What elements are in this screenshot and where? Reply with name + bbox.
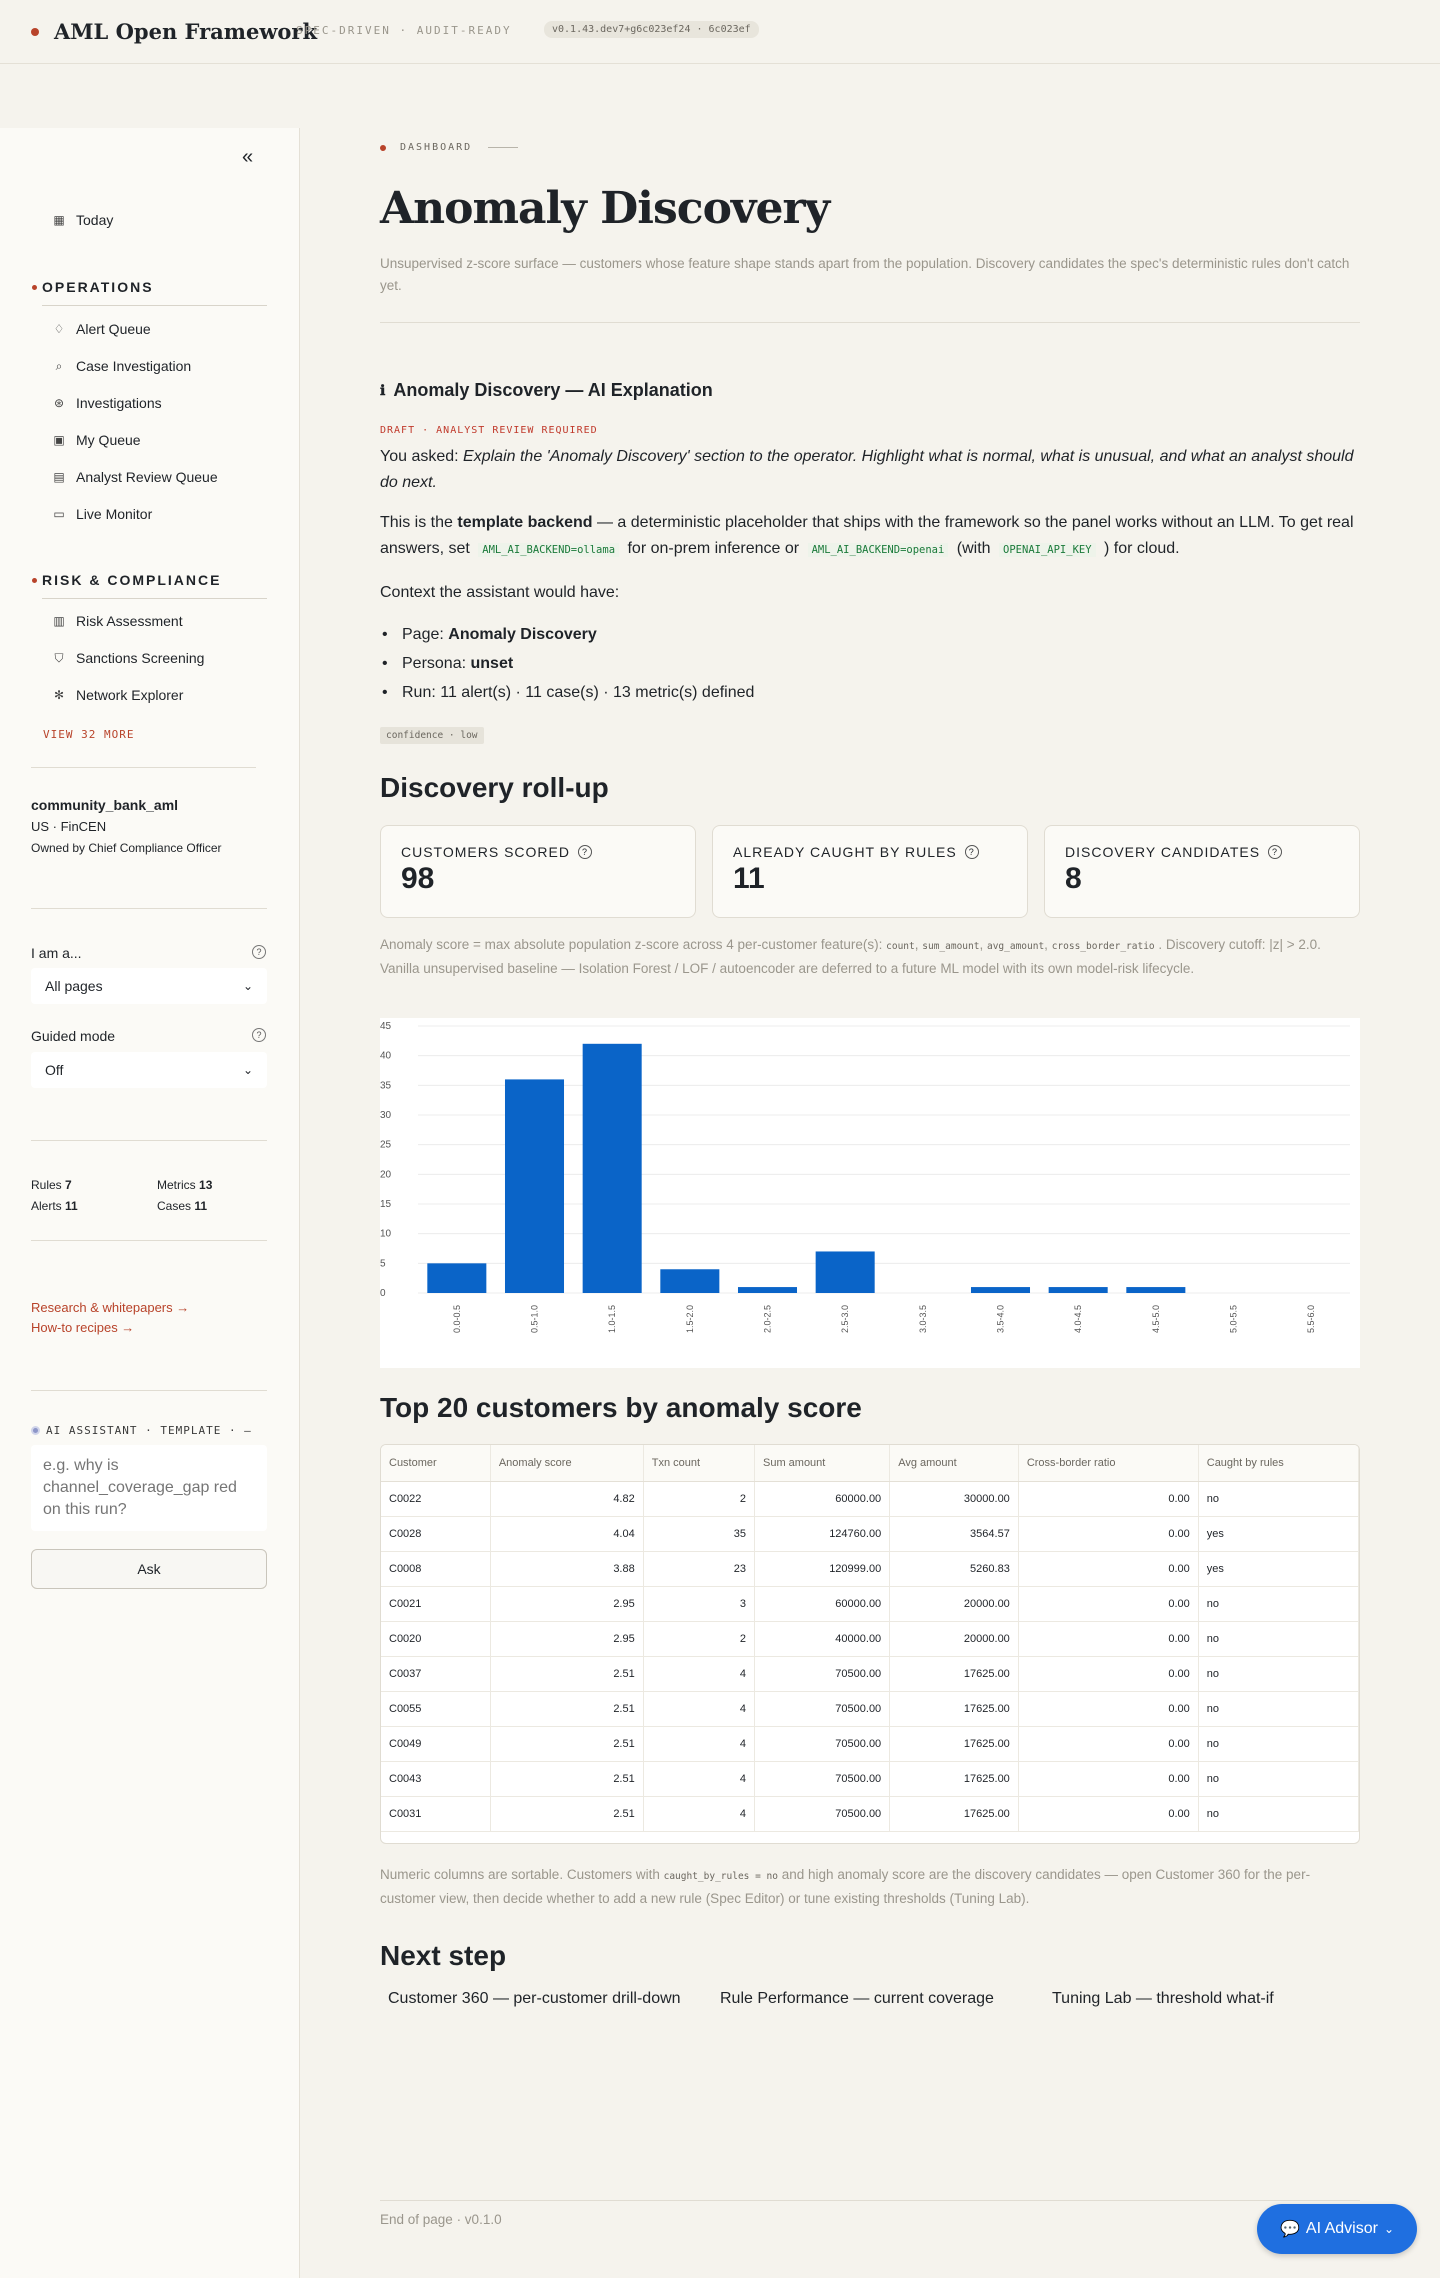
column-header[interactable]: Avg amount — [890, 1445, 1019, 1481]
table-cell: 4 — [643, 1796, 754, 1831]
inbox-icon: ▤ — [53, 470, 65, 484]
stat-alerts — [31, 1199, 78, 1213]
brand-title[interactable]: AML Open Framework — [54, 19, 318, 44]
list-item — [380, 649, 1280, 678]
persona-select[interactable] — [31, 968, 267, 1004]
code-snippet: AML_AI_BACKEND=ollama — [478, 543, 619, 557]
text-bold: unset — [470, 655, 514, 672]
section-operations: OPERATIONS — [42, 279, 154, 295]
table-cell: 0.00 — [1018, 1761, 1198, 1796]
table-cell: 35 — [643, 1516, 754, 1551]
asked-prefix: You asked: — [380, 448, 459, 465]
sidebar-item-label: Case Investigation — [76, 358, 192, 374]
divider — [31, 1240, 267, 1241]
y-tick-label: 25 — [380, 1139, 392, 1151]
table-row[interactable] — [381, 1656, 1359, 1691]
code-snippet: cross_border_ratio — [1051, 941, 1155, 952]
sidebar-item-today[interactable] — [52, 212, 113, 228]
sidebar-item-analyst-review-queue[interactable] — [52, 469, 218, 485]
kpi-customers-scored — [380, 825, 696, 918]
guided-mode-label: Guided mode — [31, 1028, 116, 1044]
view-more-link[interactable]: VIEW 32 MORE — [43, 728, 135, 741]
table-cell: 0.00 — [1018, 1621, 1198, 1656]
table-cell: 3.88 — [490, 1551, 643, 1586]
table-cell: 17625.00 — [890, 1656, 1019, 1691]
top-bar — [0, 0, 1440, 64]
table-row[interactable] — [381, 1551, 1359, 1586]
table-cell: 2.95 — [490, 1621, 643, 1656]
x-tick-label: 1.5-2.0 — [684, 1305, 695, 1334]
table-cell: 0.00 — [1018, 1586, 1198, 1621]
table-cell: 4 — [643, 1761, 754, 1796]
sidebar-item-label: Network Explorer — [76, 687, 184, 703]
ai-assistant-label-text: AI ASSISTANT · TEMPLATE · — — [46, 1424, 252, 1437]
histogram-bar[interactable] — [816, 1251, 875, 1293]
chevron-down-icon: ⌄ — [242, 1063, 253, 1077]
table-cell: 2.51 — [490, 1761, 643, 1796]
page-subtitle: Unsupervised z-score surface — customers whose feature shape stands apart from the population. Discovery candidates the spec's deterministic rules don't catch yet. — [380, 256, 1350, 293]
table-cell: 2 — [643, 1481, 754, 1516]
brand-dot — [31, 28, 39, 36]
kpi-value: 8 — [1065, 862, 1082, 895]
chevron-down-icon: ⌄ — [242, 979, 253, 993]
map-icon: ▥ — [53, 614, 65, 628]
table-cell: 4.04 — [490, 1516, 643, 1551]
table-note — [380, 1864, 1360, 1910]
ai-advisor-label: AI Advisor — [1305, 2220, 1378, 2237]
table-cell: yes — [1198, 1551, 1358, 1586]
text: for on-prem inference or — [627, 540, 800, 557]
tagline: SPEC-DRIVEN · AUDIT-READY — [296, 24, 512, 37]
ai-question — [380, 444, 1360, 496]
table-cell: 0.00 — [1018, 1796, 1198, 1831]
breadcrumb-label: DASHBOARD — [400, 142, 473, 153]
chat-icon: 💬 — [1279, 2221, 1300, 2238]
table-cell: 2.95 — [490, 1586, 643, 1621]
draft-badge: DRAFT · ANALYST REVIEW REQUIRED — [380, 425, 598, 436]
table-cell: C0020 — [381, 1621, 490, 1656]
network-icon: ✻ — [53, 688, 65, 702]
text: Page: — [402, 626, 444, 643]
code-snippet: caught_by_rules = no — [663, 1871, 778, 1882]
table-cell: no — [1198, 1481, 1358, 1516]
table-cell: 17625.00 — [890, 1796, 1019, 1831]
table-cell: C0028 — [381, 1516, 490, 1551]
code-snippet: OPENAI_API_KEY — [999, 543, 1096, 557]
x-tick-label: 0.5-1.0 — [529, 1305, 540, 1334]
list-item: • Run: 11 alert(s) · 11 case(s) · 13 metric(s) defined — [380, 678, 1280, 707]
sidebar-item-sanctions-screening[interactable] — [52, 650, 204, 666]
persona-select-value: All pages — [45, 978, 103, 994]
table-cell: C0043 — [381, 1761, 490, 1796]
program-jurisdiction: US · FinCEN — [31, 819, 107, 834]
compass-icon: ⊛ — [53, 396, 65, 410]
ai-explanation-title-text: Anomaly Discovery — AI Explanation — [393, 380, 713, 400]
footer: End of page · v0.1.0 — [380, 2212, 502, 2227]
code-snippet: avg_amount — [986, 941, 1045, 952]
ai-question-input[interactable] — [31, 1445, 267, 1531]
table-cell: 70500.00 — [754, 1796, 889, 1831]
table-row[interactable] — [381, 1516, 1359, 1551]
table-cell: no — [1198, 1691, 1358, 1726]
table-title: Top 20 customers by anomaly score — [380, 1392, 862, 1423]
column-header[interactable]: Cross-border ratio — [1018, 1445, 1198, 1481]
status-dot — [31, 1426, 40, 1435]
column-header[interactable]: Sum amount — [754, 1445, 889, 1481]
kpi-value: 98 — [401, 862, 435, 895]
text: — a deterministic placeholder that ships with the framework so the panel works without an LLM. To get real answers, set — [380, 514, 1354, 557]
table-cell: no — [1198, 1656, 1358, 1691]
table-cell: C0021 — [381, 1586, 490, 1621]
kpi-discovery-candidates — [1044, 825, 1360, 918]
table-cell: no — [1198, 1796, 1358, 1831]
histogram-bar[interactable] — [1126, 1287, 1185, 1293]
chevron-down-icon: ⌄ — [1383, 2222, 1394, 2236]
histogram-bar[interactable] — [971, 1287, 1030, 1293]
sidebar-item-label: Investigations — [76, 395, 162, 411]
kpi-label: ALREADY CAUGHT BY RULES — [733, 844, 957, 860]
divider — [31, 1390, 267, 1391]
column-header[interactable]: Caught by rules — [1198, 1445, 1358, 1481]
table-cell: C0031 — [381, 1796, 490, 1831]
stat-label: Alerts — [31, 1199, 62, 1213]
table-cell: 3564.57 — [890, 1516, 1019, 1551]
divider — [31, 908, 267, 909]
context-list — [380, 620, 1280, 707]
ask-button[interactable]: Ask — [31, 1549, 267, 1589]
rollup-title: Discovery roll-up — [380, 772, 609, 803]
stat-cases — [157, 1199, 207, 1213]
help-icon[interactable]: ? — [965, 845, 979, 859]
column-header[interactable]: Txn count — [643, 1445, 754, 1481]
x-tick-label: 2.5-3.0 — [840, 1305, 851, 1334]
code-snippet: sum_amount — [922, 941, 980, 952]
sidebar-item-label: Analyst Review Queue — [76, 469, 218, 485]
stat-value: 11 — [65, 1199, 78, 1213]
table-cell: 60000.00 — [754, 1586, 889, 1621]
x-tick-label: 2.0-2.5 — [762, 1305, 773, 1334]
table-cell: 0.00 — [1018, 1691, 1198, 1726]
x-tick-label: 4.0-4.5 — [1073, 1305, 1084, 1334]
table-row[interactable] — [381, 1586, 1359, 1621]
stat-label: Cases — [157, 1199, 192, 1213]
stat-value: 11 — [194, 1199, 208, 1213]
sidebar-item-my-queue[interactable] — [52, 432, 141, 448]
x-tick-label: 5.5-6.0 — [1306, 1305, 1317, 1334]
sidebar-item-network-explorer[interactable] — [52, 687, 183, 703]
text: Numeric columns are sortable. Customers with — [380, 1867, 660, 1882]
help-icon[interactable]: ? — [578, 845, 592, 859]
table-cell: 70500.00 — [754, 1761, 889, 1796]
text: . Discovery cutoff: |z| > 2.0. Vanilla unsupervised baseline — Isolation Forest / LOF / autoencoder are deferred to a future ML model with its own model-risk lifecycle. — [380, 937, 1321, 976]
x-tick-label: 0.0-0.5 — [451, 1305, 462, 1334]
code-snippet: AML_AI_BACKEND=openai — [808, 543, 949, 557]
histogram-bar[interactable] — [583, 1044, 642, 1293]
table-cell: C0008 — [381, 1551, 490, 1586]
page-title: Anomaly Discovery — [380, 183, 830, 234]
shield-icon: ⛉ — [54, 650, 64, 665]
table-cell: 2.51 — [490, 1656, 643, 1691]
score-note: Anomaly score = max absolute population z-score across 4 per-customer feature(s): count, sum_amount, avg_amount, cross_border_ratio . Discovery cutoff: |z| > 2.0. Vanilla unsupervised baseline — Isolation Forest / LOF / autoencoder are deferred to a future ML model with its own model-risk lifecycle. — [380, 937, 1321, 976]
asked-text: Explain the 'Anomaly Discovery' section to the operator. Highlight what is normal, what is unusual, and what an analyst should do next. — [380, 448, 1354, 491]
text: This is the — [380, 514, 453, 531]
sidebar-item-label: Live Monitor — [76, 506, 153, 522]
customer-360-link[interactable]: Customer 360 — per-customer drill-down — [388, 1990, 681, 2007]
table-cell: 0.00 — [1018, 1551, 1198, 1586]
kpi-caught-by-rules — [712, 825, 1028, 918]
confidence-badge: confidence · low — [380, 727, 484, 744]
y-tick-label: 30 — [380, 1110, 392, 1121]
table-cell: 4 — [643, 1691, 754, 1726]
stat-value: 13 — [199, 1178, 213, 1192]
version-badge: v0.1.43.dev7+g6c023ef24 · 6c023ef — [544, 21, 759, 38]
table-cell: no — [1198, 1621, 1358, 1656]
kpi-value: 11 — [733, 862, 765, 895]
table-row[interactable] — [381, 1481, 1359, 1516]
table-header-row — [381, 1445, 1359, 1481]
sidebar-item-label: Alert Queue — [76, 321, 151, 337]
divider — [380, 2200, 1360, 2201]
text-bold: Anomaly Discovery — [448, 626, 597, 643]
y-tick-label: 40 — [380, 1050, 392, 1062]
y-tick-label: 20 — [380, 1169, 392, 1181]
rule-performance-link[interactable]: Rule Performance — current coverage — [720, 1990, 994, 2007]
stat-rules — [31, 1178, 72, 1192]
tuning-lab-link[interactable]: Tuning Lab — threshold what-if — [1052, 1990, 1274, 2007]
ai-advisor-button[interactable] — [1257, 2204, 1417, 2254]
stat-value: 7 — [65, 1178, 72, 1192]
table-cell: 2 — [643, 1621, 754, 1656]
ai-assistant-label — [31, 1424, 252, 1437]
table-cell: 17625.00 — [890, 1726, 1019, 1761]
sidebar-item-alert-queue[interactable] — [52, 321, 151, 337]
section-risk-compliance: RISK & COMPLIANCE — [42, 572, 222, 588]
stat-metrics — [157, 1178, 212, 1192]
histogram-bar[interactable] — [427, 1263, 486, 1293]
y-tick-label: 35 — [380, 1080, 392, 1092]
text-bold: template backend — [457, 514, 593, 531]
table-cell: 30000.00 — [890, 1481, 1019, 1516]
sidebar-item-label: My Queue — [76, 432, 141, 448]
table-cell: 2.51 — [490, 1726, 643, 1761]
histogram-bar[interactable] — [505, 1079, 564, 1293]
x-tick-label: 5.0-5.5 — [1228, 1305, 1239, 1334]
table-cell: yes — [1198, 1516, 1358, 1551]
ai-backend-note — [380, 510, 1360, 563]
histogram-bar[interactable] — [1049, 1287, 1108, 1293]
table-cell: 0.00 — [1018, 1481, 1198, 1516]
table-cell: 0.00 — [1018, 1656, 1198, 1691]
list-item — [380, 620, 1280, 649]
table-row[interactable] — [381, 1621, 1359, 1656]
column-header[interactable]: Anomaly score — [490, 1445, 643, 1481]
table-cell: 60000.00 — [754, 1481, 889, 1516]
x-tick-label: 1.0-1.5 — [607, 1305, 618, 1334]
table-cell: 4.82 — [490, 1481, 643, 1516]
sidebar-item-investigations[interactable] — [52, 395, 162, 411]
histogram-bar[interactable] — [660, 1269, 719, 1293]
y-tick-label: 15 — [380, 1199, 392, 1210]
stat-label: Rules — [31, 1178, 62, 1192]
text: (with — [956, 540, 991, 557]
research-link[interactable]: Research & whitepapers → — [31, 1300, 190, 1315]
table-cell: no — [1198, 1586, 1358, 1621]
table-cell: 124760.00 — [754, 1516, 889, 1551]
next-step-title: Next step — [380, 1940, 507, 1971]
sidebar-item-live-monitor[interactable] — [52, 506, 152, 522]
table-cell: 40000.00 — [754, 1621, 889, 1656]
x-tick-label: 3.0-3.5 — [917, 1305, 928, 1334]
info-icon: ℹ — [380, 382, 386, 398]
y-tick-label: 45 — [380, 1021, 392, 1032]
ai-explanation-title — [380, 380, 713, 401]
table-cell: no — [1198, 1761, 1358, 1796]
histogram-bar[interactable] — [738, 1287, 797, 1293]
histogram-svg — [380, 1018, 1360, 1368]
table-cell: 3 — [643, 1586, 754, 1621]
divider — [380, 322, 1360, 323]
x-tick-label: 4.5-5.0 — [1150, 1305, 1161, 1334]
table-cell: 2.51 — [490, 1691, 643, 1726]
table-row[interactable] — [381, 1796, 1359, 1831]
table-cell: 2.51 — [490, 1796, 643, 1831]
table-cell: C0022 — [381, 1481, 490, 1516]
text: Persona: — [402, 655, 467, 672]
sidebar-item-label: Risk Assessment — [76, 613, 183, 629]
y-tick-label: 5 — [380, 1258, 386, 1270]
crumb-line — [488, 147, 518, 148]
table-cell: 20000.00 — [890, 1586, 1019, 1621]
search-icon: ⌕ — [55, 358, 63, 373]
help-icon[interactable]: ? — [252, 1028, 266, 1042]
table-cell: 0.00 — [1018, 1516, 1198, 1551]
code-snippet: count — [886, 941, 915, 952]
table-cell: 4 — [643, 1726, 754, 1761]
table-row[interactable] — [381, 1726, 1359, 1761]
customers-table — [380, 1444, 1360, 1844]
program-owner: Owned by Chief Compliance Officer — [31, 841, 222, 855]
bell-icon: ♢ — [53, 322, 65, 336]
table-cell: 70500.00 — [754, 1691, 889, 1726]
y-tick-label: 0 — [380, 1288, 386, 1299]
persona-label: I am a... — [31, 945, 82, 961]
kpi-label: DISCOVERY CANDIDATES — [1065, 844, 1261, 860]
guided-mode-value: Off — [45, 1062, 64, 1078]
breadcrumb — [380, 142, 518, 153]
table-cell: C0055 — [381, 1691, 490, 1726]
sidebar — [0, 128, 300, 2278]
divider — [42, 305, 267, 306]
divider — [42, 598, 267, 599]
table-row[interactable] — [381, 1761, 1359, 1796]
collapse-sidebar-icon[interactable]: « — [242, 146, 254, 168]
recipes-link[interactable]: How-to recipes → — [31, 1320, 135, 1335]
table-cell: 17625.00 — [890, 1761, 1019, 1796]
text: ) for cloud. — [1104, 540, 1180, 557]
table-body — [381, 1481, 1359, 1831]
calendar-icon: ▦ — [53, 213, 65, 227]
help-icon[interactable]: ? — [252, 945, 266, 959]
y-tick-label: 10 — [380, 1228, 392, 1240]
crumb-dot — [380, 145, 386, 151]
table-cell: 70500.00 — [754, 1656, 889, 1691]
table-cell: 4 — [643, 1656, 754, 1691]
sidebar-item-case-investigation[interactable] — [52, 358, 191, 374]
x-tick-label: 3.5-4.0 — [995, 1305, 1006, 1334]
sidebar-item-label: Sanctions Screening — [76, 650, 205, 666]
table-cell: 70500.00 — [754, 1726, 889, 1761]
stat-label: Metrics — [157, 1178, 196, 1192]
table-cell: 17625.00 — [890, 1691, 1019, 1726]
column-header[interactable]: Customer — [381, 1445, 490, 1481]
table-cell: C0049 — [381, 1726, 490, 1761]
table-cell: 23 — [643, 1551, 754, 1586]
table-cell: no — [1198, 1726, 1358, 1761]
user-box-icon: ▣ — [53, 433, 65, 447]
divider — [31, 767, 256, 768]
table-cell: 20000.00 — [890, 1621, 1019, 1656]
table-row[interactable] — [381, 1691, 1359, 1726]
program-name: community_bank_aml — [31, 797, 179, 813]
table-cell: 5260.83 — [890, 1551, 1019, 1586]
context-intro: Context the assistant would have: — [380, 584, 620, 601]
text: and high anomaly score are the discovery candidates — open Customer 360 for the per-customer view, then decide whether to add a new rule (Spec Editor) or tune existing thresholds (Tuning Lab). — [380, 1867, 1311, 1906]
sidebar-item-label: Today — [76, 212, 114, 228]
guided-mode-select[interactable] — [31, 1052, 267, 1088]
table-cell: C0037 — [381, 1656, 490, 1691]
kpi-label: CUSTOMERS SCORED — [401, 844, 570, 860]
help-icon[interactable]: ? — [1268, 845, 1282, 859]
table-cell: 120999.00 — [754, 1551, 889, 1586]
anomaly-histogram — [380, 1018, 1360, 1368]
table-cell: 0.00 — [1018, 1726, 1198, 1761]
sidebar-item-risk-assessment[interactable] — [52, 613, 183, 629]
text: Anomaly score = max absolute population z-score across 4 per-customer feature(s): — [380, 937, 883, 952]
monitor-icon: ▭ — [53, 507, 65, 521]
divider — [31, 1140, 267, 1141]
